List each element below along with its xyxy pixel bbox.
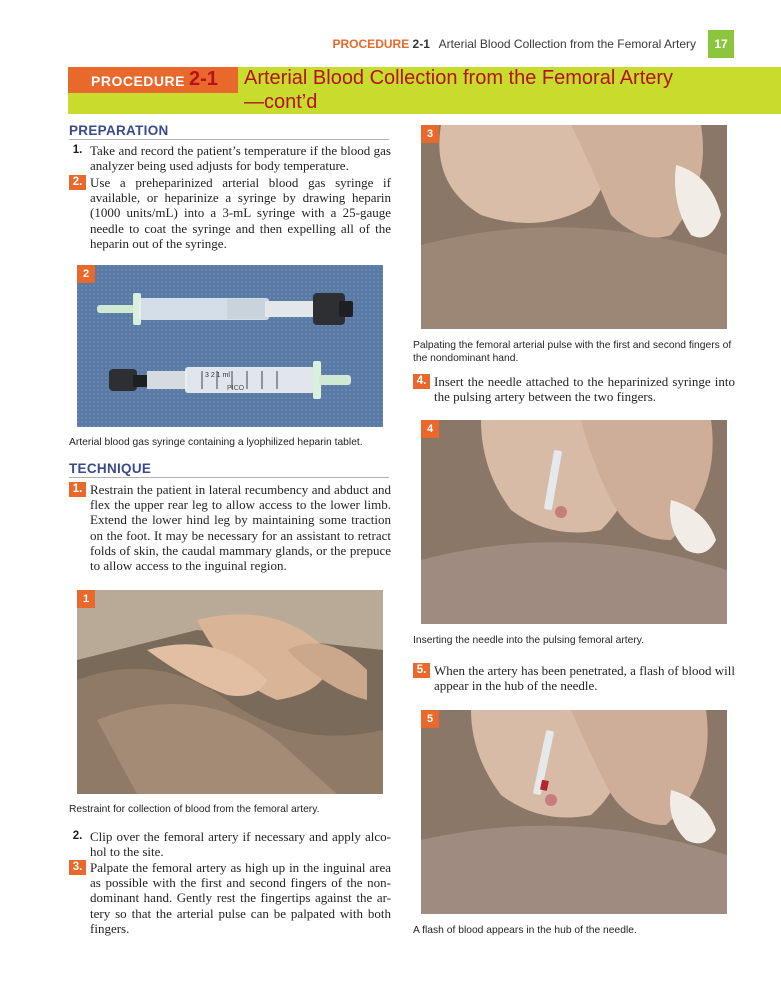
running-header-text: [333, 37, 696, 51]
step-text: Palpate the femoral artery as high up in the inguinal area as possible with the first and second fingers of the non-dominant hand. Gently rest the fingertips against the ar-tery so that the arterial pulse can be palpated with both fingers.: [90, 860, 391, 936]
procedure-banner-label: [68, 67, 238, 93]
figure-caption: Arterial blood gas syringe containing a lyophilized heparin tablet.: [69, 437, 363, 448]
page-number: 17: [708, 30, 734, 58]
syringes-photo: [77, 265, 383, 427]
figure-caption: Restraint for collection of blood from the femoral artery.: [69, 804, 320, 815]
step-number: 3.: [69, 860, 86, 875]
technique-step-2: [69, 829, 391, 859]
figure-badge: 3: [421, 125, 439, 143]
figure-inserting-needle: [421, 420, 727, 624]
preparation-heading: PREPARATION: [69, 123, 389, 140]
technique-step-4: [413, 374, 735, 404]
figure-badge: 4: [421, 420, 439, 438]
figure-badge: 1: [77, 590, 95, 608]
running-header-title: Arterial Blood Collection from the Femoral Artery: [438, 37, 696, 51]
inserting-needle-photo: [421, 420, 727, 624]
running-header-procedure-number: 2-1: [412, 37, 430, 51]
step-text: Clip over the femoral artery if necessary and apply alco-hol to the site.: [90, 829, 391, 860]
figure-badge: 2: [77, 265, 95, 283]
technique-heading: TECHNIQUE: [69, 461, 389, 478]
procedure-banner-word: PROCEDURE: [91, 73, 185, 89]
step-text: Take and record the patient’s temperature if the blood gas analyzer being used adjusts for body temperature.: [90, 143, 391, 174]
running-header: [0, 34, 781, 58]
preparation-step-1: [69, 143, 391, 173]
figure-flash-of-blood: [421, 710, 727, 914]
step-number: 1.: [72, 144, 83, 156]
step-number: 1.: [69, 482, 86, 497]
running-header-procedure-label: PROCEDURE: [332, 37, 410, 51]
figure-syringes: [77, 265, 383, 427]
step-text: Use a preheparinized arterial blood gas syringe if available, or heparinize a syringe by drawing heparin (1000 units/mL) into a 3-mL syringe with a 25-gauge needle to coat the syringe and then expelling all of the heparin out of the syringe.: [90, 175, 391, 251]
technique-step-1: [69, 482, 391, 573]
step-number: 4.: [413, 374, 430, 389]
preparation-step-2: [69, 175, 391, 251]
flash-of-blood-photo: [421, 710, 727, 914]
step-number: 5.: [413, 663, 430, 678]
figure-caption: A flash of blood appears in the hub of the needle.: [413, 925, 637, 936]
procedure-title: Arterial Blood Collection from the Femoral Artery—cont’d: [244, 67, 674, 113]
figure-badge: 5: [421, 710, 439, 728]
technique-step-5: [413, 663, 735, 693]
step-text: Insert the needle attached to the heparinized syringe into the pulsing artery between the two fingers.: [434, 374, 735, 405]
restraint-photo: [77, 590, 383, 794]
step-number: 2.: [69, 175, 86, 190]
procedure-banner: [68, 67, 781, 114]
step-text: Restrain the patient in lateral recumbency and abduct and flex the upper rear leg to allow access to the lower limb. Extend the lower hind leg by maintaining some traction on the foot. It may be necessary for an assistant to retract folds of skin, the caudal mammary glands, or the prepuce to allow access to the inguinal region.: [90, 482, 391, 574]
figure-palpating: [421, 125, 727, 329]
figure-caption: Inserting the needle into the pulsing femoral artery.: [413, 635, 645, 646]
syringe-label-text: PICO: [227, 385, 245, 392]
procedure-banner-number: 2-1: [189, 68, 218, 90]
technique-step-3: [69, 860, 391, 936]
figure-caption: Palpating the femoral arterial pulse with the first and second fingers of the nondominant hand.: [413, 340, 732, 364]
syringe-scale-text: 3 2 1 ml: [205, 372, 230, 379]
step-text: When the artery has been penetrated, a flash of blood will appear in the hub of the needle.: [434, 663, 735, 694]
palpating-photo: [421, 125, 727, 329]
step-number: 2.: [72, 830, 83, 842]
figure-restraint: [77, 590, 383, 794]
